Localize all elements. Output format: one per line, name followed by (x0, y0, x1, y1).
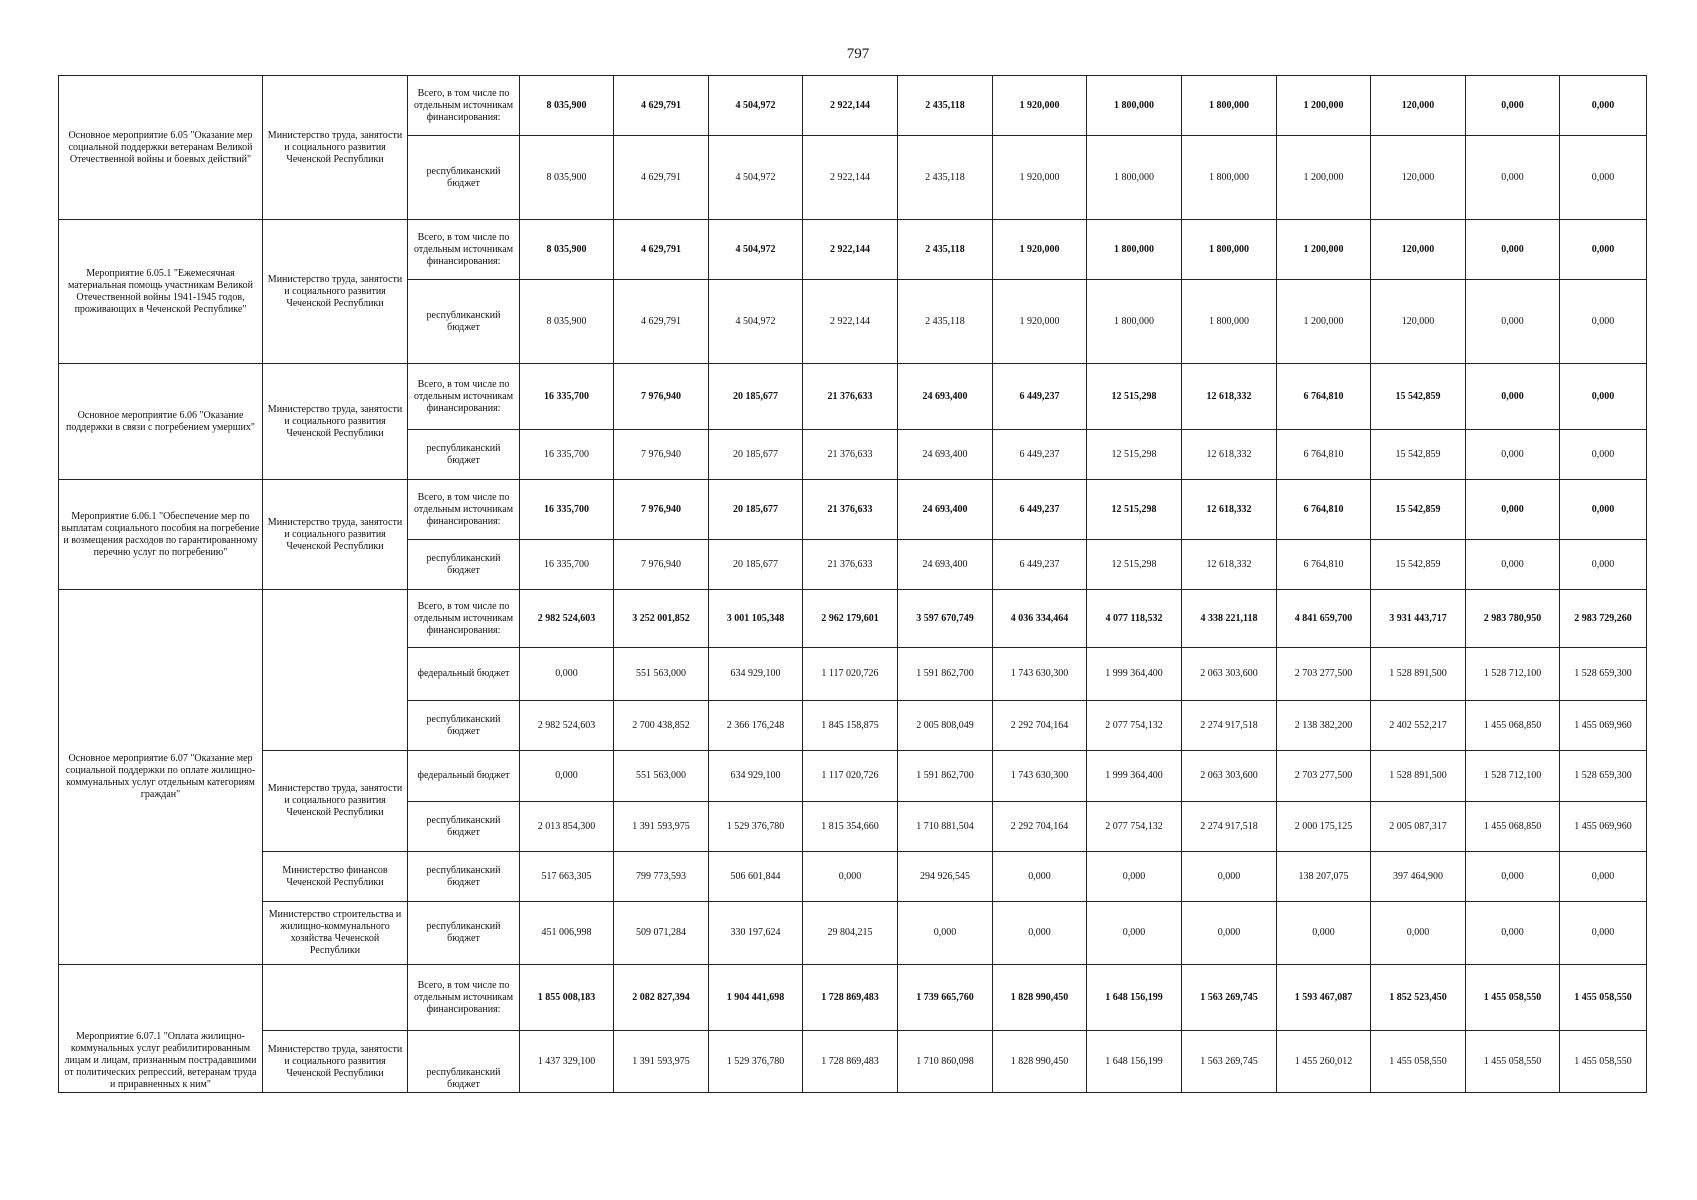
amount-cell: 120,000 (1371, 280, 1466, 364)
amount-cell: 1 920,000 (993, 136, 1087, 220)
amount-cell: 2 402 552,217 (1371, 701, 1466, 751)
amount-cell: 2 005 808,049 (898, 701, 993, 751)
amount-cell: 1 455 069,960 (1560, 802, 1647, 852)
amount-cell: 138 207,075 (1277, 852, 1371, 902)
amount-cell: 12 618,332 (1182, 364, 1277, 430)
amount-cell: 21 376,633 (803, 430, 898, 480)
amount-cell: 3 597 670,749 (898, 590, 993, 648)
executor-name: Министерство труда, занятости и социального развития Чеченской Республики (263, 1031, 408, 1093)
funding-source: республиканский бюджет (408, 540, 520, 590)
amount-cell: 1 800,000 (1087, 280, 1182, 364)
funding-source: Всего, в том числе по отдельным источникам финансирования: (408, 590, 520, 648)
amount-cell: 1 728 869,483 (803, 965, 898, 1031)
amount-cell: 4 504,972 (709, 220, 803, 280)
amount-cell: 1 852 523,450 (1371, 965, 1466, 1031)
amount-cell: 509 071,284 (614, 902, 709, 965)
amount-cell: 1 455 260,012 (1277, 1031, 1371, 1093)
amount-cell: 2 922,144 (803, 76, 898, 136)
amount-cell: 2 700 438,852 (614, 701, 709, 751)
amount-cell: 2 063 303,600 (1182, 648, 1277, 701)
amount-cell: 0,000 (1087, 852, 1182, 902)
amount-cell: 506 601,844 (709, 852, 803, 902)
amount-cell: 0,000 (1466, 280, 1560, 364)
amount-cell: 16 335,700 (520, 364, 614, 430)
page-number: 797 (846, 46, 870, 62)
amount-cell: 1 455 058,550 (1466, 965, 1560, 1031)
measure-name: Мероприятие 6.07.1 "Оплата жилищно-коммунальных услуг реабилитированным лицам и лицам, признанным пострадавшими от политических репрессий, ветеранам труда и приравненных к ним" (59, 965, 263, 1093)
amount-cell: 29 804,215 (803, 902, 898, 965)
amount-cell: 0,000 (898, 902, 993, 965)
table-row (59, 1031, 1647, 1093)
amount-cell: 2 000 175,125 (1277, 802, 1371, 852)
amount-cell: 20 185,677 (709, 364, 803, 430)
amount-cell: 1 815 354,660 (803, 802, 898, 852)
amount-cell: 20 185,677 (709, 540, 803, 590)
amount-cell: 1 591 862,700 (898, 648, 993, 701)
amount-cell: 2 292 704,164 (993, 701, 1087, 751)
amount-cell: 12 618,332 (1182, 480, 1277, 540)
amount-cell: 1 455 069,960 (1560, 701, 1647, 751)
amount-cell: 2 435,118 (898, 220, 993, 280)
funding-source: республиканский бюджет (408, 280, 520, 364)
amount-cell: 4 629,791 (614, 280, 709, 364)
amount-cell: 0,000 (1466, 480, 1560, 540)
amount-cell: 1 437 329,100 (520, 1031, 614, 1093)
amount-cell: 0,000 (993, 852, 1087, 902)
amount-cell: 1 855 008,183 (520, 965, 614, 1031)
table-row (59, 852, 1647, 902)
amount-cell: 1 800,000 (1182, 136, 1277, 220)
amount-cell: 2 435,118 (898, 76, 993, 136)
amount-cell: 397 464,900 (1371, 852, 1466, 902)
amount-cell: 1 200,000 (1277, 220, 1371, 280)
amount-cell: 451 006,998 (520, 902, 614, 965)
amount-cell: 1 800,000 (1182, 76, 1277, 136)
amount-cell: 1 800,000 (1087, 76, 1182, 136)
amount-cell: 2 703 277,500 (1277, 648, 1371, 701)
amount-cell: 0,000 (803, 852, 898, 902)
amount-cell: 1 391 593,975 (614, 802, 709, 852)
amount-cell: 6 449,237 (993, 540, 1087, 590)
amount-cell: 0,000 (1466, 220, 1560, 280)
amount-cell: 2 435,118 (898, 280, 993, 364)
amount-cell: 1 529 376,780 (709, 1031, 803, 1093)
amount-cell: 1 455 068,850 (1466, 802, 1560, 852)
funding-source: республиканский бюджет (408, 1031, 520, 1093)
amount-cell: 0,000 (1466, 902, 1560, 965)
measure-name: Основное мероприятие 6.05 "Оказание мер социальной поддержки ветеранам Великой Отечественной войны и боевых действий" (59, 76, 263, 220)
amount-cell: 0,000 (1560, 430, 1647, 480)
amount-cell: 4 338 221,118 (1182, 590, 1277, 648)
amount-cell: 2 982 524,603 (520, 701, 614, 751)
amount-cell: 4 504,972 (709, 76, 803, 136)
executor-name: Министерство труда, занятости и социального развития Чеченской Республики (263, 480, 408, 590)
amount-cell: 0,000 (1466, 76, 1560, 136)
table-row (59, 220, 1647, 280)
amount-cell: 0,000 (1560, 364, 1647, 430)
executor-name: Министерство финансов Чеченской Республики (263, 852, 408, 902)
amount-cell: 2 366 176,248 (709, 701, 803, 751)
table-row (59, 590, 1647, 648)
amount-cell: 4 077 118,532 (1087, 590, 1182, 648)
amount-cell: 6 449,237 (993, 430, 1087, 480)
amount-cell: 1 920,000 (993, 220, 1087, 280)
amount-cell: 15 542,859 (1371, 430, 1466, 480)
amount-cell: 6 764,810 (1277, 430, 1371, 480)
amount-cell: 7 976,940 (614, 480, 709, 540)
funding-source: республиканский бюджет (408, 136, 520, 220)
amount-cell: 1 739 665,760 (898, 965, 993, 1031)
amount-cell: 1 528 712,100 (1466, 648, 1560, 701)
amount-cell: 2 274 917,518 (1182, 701, 1277, 751)
amount-cell: 551 563,000 (614, 648, 709, 701)
measure-name: Основное мероприятие 6.06 "Оказание поддержки в связи с погребением умерших" (59, 364, 263, 480)
amount-cell: 1 455 058,550 (1560, 965, 1647, 1031)
funding-source: республиканский бюджет (408, 802, 520, 852)
amount-cell: 0,000 (1087, 902, 1182, 965)
amount-cell: 1 800,000 (1182, 220, 1277, 280)
amount-cell: 2 082 827,394 (614, 965, 709, 1031)
amount-cell: 0,000 (1466, 364, 1560, 430)
amount-cell: 0,000 (1466, 430, 1560, 480)
amount-cell: 2 983 729,260 (1560, 590, 1647, 648)
amount-cell: 21 376,633 (803, 480, 898, 540)
amount-cell: 120,000 (1371, 136, 1466, 220)
amount-cell: 8 035,900 (520, 280, 614, 364)
amount-cell: 12 618,332 (1182, 540, 1277, 590)
amount-cell: 2 013 854,300 (520, 802, 614, 852)
amount-cell: 6 764,810 (1277, 364, 1371, 430)
amount-cell: 0,000 (993, 902, 1087, 965)
amount-cell: 0,000 (1560, 136, 1647, 220)
amount-cell: 0,000 (1560, 76, 1647, 136)
amount-cell: 1 117 020,726 (803, 648, 898, 701)
executor-name (263, 590, 408, 751)
amount-cell: 1 528 659,300 (1560, 751, 1647, 802)
funding-source: республиканский бюджет (408, 430, 520, 480)
amount-cell: 799 773,593 (614, 852, 709, 902)
amount-cell: 3 252 001,852 (614, 590, 709, 648)
amount-cell: 1 528 712,100 (1466, 751, 1560, 802)
amount-cell: 12 515,298 (1087, 480, 1182, 540)
amount-cell: 0,000 (1560, 540, 1647, 590)
amount-cell: 0,000 (1560, 852, 1647, 902)
funding-source: Всего, в том числе по отдельным источникам финансирования: (408, 480, 520, 540)
amount-cell: 0,000 (1277, 902, 1371, 965)
amount-cell: 2 005 087,317 (1371, 802, 1466, 852)
amount-cell: 1 528 659,300 (1560, 648, 1647, 701)
amount-cell: 6 764,810 (1277, 540, 1371, 590)
amount-cell: 0,000 (1560, 220, 1647, 280)
funding-source: республиканский бюджет (408, 902, 520, 965)
measure-name: Основное мероприятие 6.07 "Оказание мер социальной поддержки по оплате жилищно-коммунальных услуг отдельным категориям граждан" (59, 590, 263, 965)
amount-cell: 4 841 659,700 (1277, 590, 1371, 648)
amount-cell: 1 200,000 (1277, 280, 1371, 364)
amount-cell: 4 036 334,464 (993, 590, 1087, 648)
amount-cell: 16 335,700 (520, 430, 614, 480)
amount-cell: 3 931 443,717 (1371, 590, 1466, 648)
amount-cell: 24 693,400 (898, 540, 993, 590)
amount-cell: 4 629,791 (614, 76, 709, 136)
amount-cell: 1 743 630,300 (993, 648, 1087, 701)
amount-cell: 1 117 020,726 (803, 751, 898, 802)
amount-cell: 1 710 881,504 (898, 802, 993, 852)
amount-cell: 0,000 (520, 648, 614, 701)
funding-source: республиканский бюджет (408, 852, 520, 902)
funding-source: федеральный бюджет (408, 648, 520, 701)
amount-cell: 0,000 (520, 751, 614, 802)
executor-name: Министерство труда, занятости и социального развития Чеченской Республики (263, 76, 408, 220)
table-row (59, 480, 1647, 540)
amount-cell: 1 200,000 (1277, 76, 1371, 136)
amount-cell: 6 764,810 (1277, 480, 1371, 540)
amount-cell: 2 983 780,950 (1466, 590, 1560, 648)
amount-cell: 634 929,100 (709, 648, 803, 701)
executor-name: Министерство труда, занятости и социального развития Чеченской Республики (263, 220, 408, 364)
executor-name (263, 965, 408, 1031)
amount-cell: 24 693,400 (898, 430, 993, 480)
amount-cell: 0,000 (1182, 902, 1277, 965)
amount-cell: 1 593 467,087 (1277, 965, 1371, 1031)
amount-cell: 0,000 (1182, 852, 1277, 902)
amount-cell: 1 529 376,780 (709, 802, 803, 852)
amount-cell: 8 035,900 (520, 76, 614, 136)
amount-cell: 0,000 (1560, 902, 1647, 965)
funding-source: Всего, в том числе по отдельным источникам финансирования: (408, 364, 520, 430)
amount-cell: 12 515,298 (1087, 540, 1182, 590)
amount-cell: 0,000 (1560, 280, 1647, 364)
amount-cell: 0,000 (1466, 540, 1560, 590)
funding-source: Всего, в том числе по отдельным источникам финансирования: (408, 965, 520, 1031)
funding-source: Всего, в том числе по отдельным источникам финансирования: (408, 76, 520, 136)
amount-cell: 12 618,332 (1182, 430, 1277, 480)
amount-cell: 2 077 754,132 (1087, 802, 1182, 852)
amount-cell: 120,000 (1371, 76, 1466, 136)
amount-cell: 2 703 277,500 (1277, 751, 1371, 802)
amount-cell: 21 376,633 (803, 540, 898, 590)
amount-cell: 2 982 524,603 (520, 590, 614, 648)
table-row (59, 76, 1647, 136)
amount-cell: 1 800,000 (1182, 280, 1277, 364)
amount-cell: 1 648 156,199 (1087, 965, 1182, 1031)
amount-cell: 1 845 158,875 (803, 701, 898, 751)
budget-table (58, 75, 1647, 1093)
table-row (59, 965, 1647, 1031)
amount-cell: 21 376,633 (803, 364, 898, 430)
amount-cell: 2 922,144 (803, 136, 898, 220)
amount-cell: 20 185,677 (709, 480, 803, 540)
amount-cell: 1 999 364,400 (1087, 648, 1182, 701)
amount-cell: 294 926,545 (898, 852, 993, 902)
amount-cell: 1 920,000 (993, 280, 1087, 364)
table-row (59, 364, 1647, 430)
table-row (59, 751, 1647, 802)
amount-cell: 15 542,859 (1371, 364, 1466, 430)
amount-cell: 16 335,700 (520, 480, 614, 540)
amount-cell: 1 591 862,700 (898, 751, 993, 802)
amount-cell: 1 743 630,300 (993, 751, 1087, 802)
amount-cell: 6 449,237 (993, 364, 1087, 430)
amount-cell: 6 449,237 (993, 480, 1087, 540)
amount-cell: 330 197,624 (709, 902, 803, 965)
amount-cell: 2 077 754,132 (1087, 701, 1182, 751)
executor-name: Министерство труда, занятости и социального развития Чеченской Республики (263, 364, 408, 480)
amount-cell: 20 185,677 (709, 430, 803, 480)
amount-cell: 12 515,298 (1087, 430, 1182, 480)
amount-cell: 24 693,400 (898, 364, 993, 430)
amount-cell: 4 504,972 (709, 280, 803, 364)
amount-cell: 1 455 068,850 (1466, 701, 1560, 751)
amount-cell: 1 920,000 (993, 76, 1087, 136)
amount-cell: 1 455 058,550 (1560, 1031, 1647, 1093)
executor-name: Министерство труда, занятости и социального развития Чеченской Республики (263, 751, 408, 852)
amount-cell: 2 274 917,518 (1182, 802, 1277, 852)
amount-cell: 1 800,000 (1087, 136, 1182, 220)
amount-cell: 0,000 (1560, 480, 1647, 540)
amount-cell: 3 001 105,348 (709, 590, 803, 648)
amount-cell: 0,000 (1466, 136, 1560, 220)
amount-cell: 2 292 704,164 (993, 802, 1087, 852)
amount-cell: 1 800,000 (1087, 220, 1182, 280)
funding-source: федеральный бюджет (408, 751, 520, 802)
amount-cell: 7 976,940 (614, 430, 709, 480)
amount-cell: 7 976,940 (614, 540, 709, 590)
amount-cell: 2 922,144 (803, 280, 898, 364)
amount-cell: 1 904 441,698 (709, 965, 803, 1031)
amount-cell: 2 063 303,600 (1182, 751, 1277, 802)
amount-cell: 16 335,700 (520, 540, 614, 590)
amount-cell: 1 563 269,745 (1182, 1031, 1277, 1093)
amount-cell: 2 922,144 (803, 220, 898, 280)
table-row (59, 902, 1647, 965)
measure-name: Мероприятие 6.06.1 "Обеспечение мер по выплатам социального пособия на погребение и возмещения расходов по гарантированному перечню услуг по погребению" (59, 480, 263, 590)
amount-cell: 1 648 156,199 (1087, 1031, 1182, 1093)
amount-cell: 15 542,859 (1371, 480, 1466, 540)
amount-cell: 15 542,859 (1371, 540, 1466, 590)
amount-cell: 1 828 990,450 (993, 965, 1087, 1031)
amount-cell: 8 035,900 (520, 136, 614, 220)
amount-cell: 517 663,305 (520, 852, 614, 902)
amount-cell: 2 435,118 (898, 136, 993, 220)
amount-cell: 2 962 179,601 (803, 590, 898, 648)
amount-cell: 1 828 990,450 (993, 1031, 1087, 1093)
amount-cell: 1 455 058,550 (1371, 1031, 1466, 1093)
amount-cell: 1 455 058,550 (1466, 1031, 1560, 1093)
amount-cell: 120,000 (1371, 220, 1466, 280)
funding-source: Всего, в том числе по отдельным источникам финансирования: (408, 220, 520, 280)
amount-cell: 8 035,900 (520, 220, 614, 280)
amount-cell: 1 999 364,400 (1087, 751, 1182, 802)
funding-source: республиканский бюджет (408, 701, 520, 751)
amount-cell: 12 515,298 (1087, 364, 1182, 430)
amount-cell: 1 563 269,745 (1182, 965, 1277, 1031)
executor-name: Министерство строительства и жилищно-коммунального хозяйства Чеченской Республики (263, 902, 408, 965)
amount-cell: 1 528 891,500 (1371, 648, 1466, 701)
amount-cell: 1 200,000 (1277, 136, 1371, 220)
measure-name: Мероприятие 6.05.1 "Ежемесячная материальная помощь участникам Великой Отечественной войны 1941-1945 годов, проживающих в Чеченской Республике" (59, 220, 263, 364)
amount-cell: 0,000 (1371, 902, 1466, 965)
amount-cell: 0,000 (1466, 852, 1560, 902)
amount-cell: 634 929,100 (709, 751, 803, 802)
amount-cell: 7 976,940 (614, 364, 709, 430)
amount-cell: 4 504,972 (709, 136, 803, 220)
amount-cell: 1 528 891,500 (1371, 751, 1466, 802)
amount-cell: 2 138 382,200 (1277, 701, 1371, 751)
amount-cell: 1 391 593,975 (614, 1031, 709, 1093)
amount-cell: 551 563,000 (614, 751, 709, 802)
amount-cell: 4 629,791 (614, 136, 709, 220)
amount-cell: 4 629,791 (614, 220, 709, 280)
amount-cell: 1 710 860,098 (898, 1031, 993, 1093)
amount-cell: 1 728 869,483 (803, 1031, 898, 1093)
amount-cell: 24 693,400 (898, 480, 993, 540)
